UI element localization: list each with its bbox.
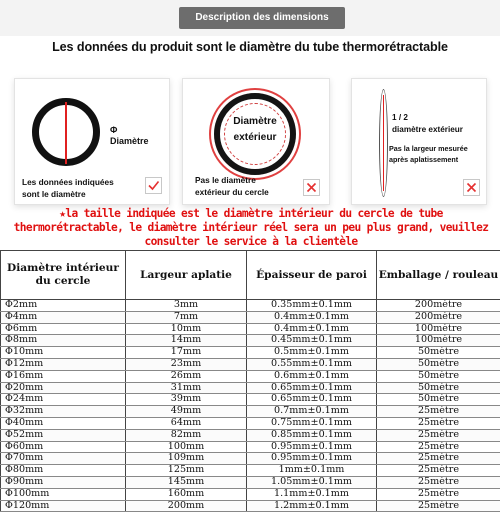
panel-outer-diameter-wrong [182, 78, 330, 205]
cell-flat-width: 82mm [126, 429, 247, 441]
cell-flat-width: 125mm [126, 465, 247, 477]
outer-diameter-label: Diamètre extérieur [220, 114, 290, 146]
cell-inner-diameter: Φ2mm [1, 300, 126, 312]
cell-packaging: 50mètre [377, 370, 500, 382]
cell-flat-width: 100mm [126, 441, 247, 453]
table-row [1, 417, 500, 429]
cell-packaging: 25mètre [377, 465, 500, 477]
table-row [1, 323, 500, 335]
cell-wall-thickness: 0.7mm±0.1mm [247, 406, 377, 418]
cell-wall-thickness: 0.65mm±0.1mm [247, 394, 377, 406]
cell-packaging: 25mètre [377, 441, 500, 453]
cell-packaging: 25mètre [377, 429, 500, 441]
half-diameter-label: 1 / 2 diamètre extérieur [392, 112, 463, 136]
table-row [1, 500, 500, 512]
cell-packaging: 50mètre [377, 394, 500, 406]
cell-inner-diameter: Φ8mm [1, 335, 126, 347]
cell-wall-thickness: 0.6mm±0.1mm [247, 370, 377, 382]
table-row [1, 429, 500, 441]
cell-wall-thickness: 1.2mm±0.1mm [247, 500, 377, 512]
table-row [1, 453, 500, 465]
table-row [1, 488, 500, 500]
cell-inner-diameter: Φ12mm [1, 358, 126, 370]
header-band [0, 0, 500, 36]
cell-packaging: 50mètre [377, 347, 500, 359]
cell-inner-diameter: Φ100mm [1, 488, 126, 500]
cell-packaging: 25mètre [377, 488, 500, 500]
cell-wall-thickness: 0.85mm±0.1mm [247, 429, 377, 441]
cell-inner-diameter: Φ60mm [1, 441, 126, 453]
table-row [1, 441, 500, 453]
flat-width-line [383, 95, 384, 191]
table-row [1, 394, 500, 406]
cell-packaging: 25mètre [377, 417, 500, 429]
cell-inner-diameter: Φ32mm [1, 406, 126, 418]
cell-wall-thickness: 1.05mm±0.1mm [247, 476, 377, 488]
cell-inner-diameter: Φ10mm [1, 347, 126, 359]
inner-diameter-notice: ★la taille indiquée est le diamètre intérieur du cercle de tube thermorétractable, le diamètre intérieur réel sera un peu plus grand, veuillez consulter le service à la clientèle [3, 207, 499, 248]
cell-packaging: 200mètre [377, 311, 500, 323]
cell-flat-width: 160mm [126, 488, 247, 500]
cell-packaging: 100mètre [377, 335, 500, 347]
cell-flat-width: 23mm [126, 358, 247, 370]
cell-inner-diameter: Φ52mm [1, 429, 126, 441]
check-icon [145, 177, 162, 194]
cell-packaging: 200mètre [377, 300, 500, 312]
table-row [1, 335, 500, 347]
cell-packaging: 25mètre [377, 406, 500, 418]
cell-flat-width: 14mm [126, 335, 247, 347]
cell-flat-width: 64mm [126, 417, 247, 429]
cell-inner-diameter: Φ80mm [1, 465, 126, 477]
tube-circle-illustration [32, 98, 100, 166]
table-row [1, 382, 500, 394]
panel-half-diameter-wrong [351, 78, 487, 205]
cell-wall-thickness: 0.55mm±0.1mm [247, 358, 377, 370]
table-row [1, 300, 500, 312]
panel-diameter-correct [14, 78, 170, 205]
cell-flat-width: 39mm [126, 394, 247, 406]
col-inner-diameter: Diamètre intérieur du cercle [1, 251, 126, 300]
product-subtitle: Les données du produit sont le diamètre du tube thermorétractable [0, 40, 500, 54]
panel-3-caption: Pas la largeur mesurée après aplatissement [389, 143, 468, 165]
cell-wall-thickness: 0.95mm±0.1mm [247, 453, 377, 465]
cell-inner-diameter: Φ70mm [1, 453, 126, 465]
cell-inner-diameter: Φ20mm [1, 382, 126, 394]
phi-symbol: Φ [110, 125, 117, 135]
cell-packaging: 50mètre [377, 358, 500, 370]
cell-inner-diameter: Φ90mm [1, 476, 126, 488]
cell-packaging: 100mètre [377, 323, 500, 335]
cell-flat-width: 17mm [126, 347, 247, 359]
cell-inner-diameter: Φ120mm [1, 500, 126, 512]
cell-wall-thickness: 0.75mm±0.1mm [247, 417, 377, 429]
col-packaging: Emballage / rouleau [377, 251, 500, 300]
cell-wall-thickness: 1mm±0.1mm [247, 465, 377, 477]
cell-flat-width: 49mm [126, 406, 247, 418]
table-row [1, 347, 500, 359]
cell-flat-width: 31mm [126, 382, 247, 394]
panel-1-caption: Les données indiquées sont le diamètre [22, 176, 114, 200]
table-row [1, 311, 500, 323]
dimensions-table [0, 250, 500, 512]
diameter-line [65, 102, 67, 164]
table-row [1, 406, 500, 418]
cell-inner-diameter: Φ16mm [1, 370, 126, 382]
table-header-row [1, 251, 500, 300]
cell-wall-thickness: 0.4mm±0.1mm [247, 311, 377, 323]
cell-flat-width: 3mm [126, 300, 247, 312]
cell-flat-width: 26mm [126, 370, 247, 382]
cell-inner-diameter: Φ4mm [1, 311, 126, 323]
cell-flat-width: 145mm [126, 476, 247, 488]
cell-inner-diameter: Φ6mm [1, 323, 126, 335]
table-row [1, 476, 500, 488]
cross-icon [463, 179, 480, 196]
col-flat-width: Largeur aplatie [126, 251, 247, 300]
table-row [1, 465, 500, 477]
cell-inner-diameter: Φ24mm [1, 394, 126, 406]
diameter-label [110, 125, 149, 147]
cell-flat-width: 109mm [126, 453, 247, 465]
cell-wall-thickness: 0.5mm±0.1mm [247, 347, 377, 359]
panel-2-caption: Pas le diamètre extérieur du cercle [195, 174, 269, 198]
col-wall-thickness: Épaisseur de paroi [247, 251, 377, 300]
cell-packaging: 50mètre [377, 382, 500, 394]
table-row [1, 358, 500, 370]
cell-wall-thickness: 1.1mm±0.1mm [247, 488, 377, 500]
cell-flat-width: 10mm [126, 323, 247, 335]
cell-flat-width: 200mm [126, 500, 247, 512]
cell-wall-thickness: 0.45mm±0.1mm [247, 335, 377, 347]
section-title: Description des dimensions [179, 7, 345, 29]
cross-icon [303, 179, 320, 196]
cell-wall-thickness: 0.95mm±0.1mm [247, 441, 377, 453]
cell-packaging: 25mètre [377, 476, 500, 488]
diameter-word: Diamètre [110, 136, 149, 146]
cell-packaging: 25mètre [377, 500, 500, 512]
cell-wall-thickness: 0.65mm±0.1mm [247, 382, 377, 394]
outer-circle-illustration [214, 93, 296, 175]
table-row [1, 370, 500, 382]
cell-wall-thickness: 0.35mm±0.1mm [247, 300, 377, 312]
cell-packaging: 25mètre [377, 453, 500, 465]
cell-wall-thickness: 0.4mm±0.1mm [247, 323, 377, 335]
cell-inner-diameter: Φ40mm [1, 417, 126, 429]
cell-flat-width: 7mm [126, 311, 247, 323]
